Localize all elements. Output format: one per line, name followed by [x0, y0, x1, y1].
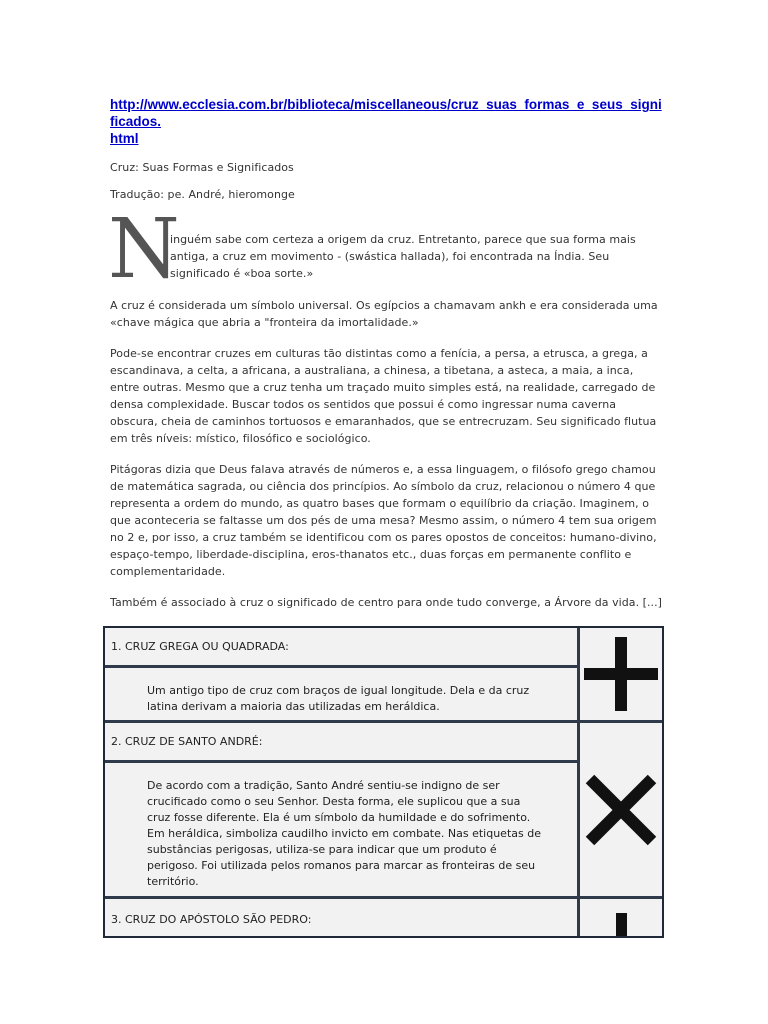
paragraph-ankh: A cruz é considerada um símbolo universal. Os egípcios a chamavam ankh e era considerada uma «chave mágica que abria a "fronteira da imortalidade.»	[110, 299, 658, 329]
document-body	[110, 96, 666, 642]
cross-description	[105, 668, 577, 720]
paragraph-pythagoras: Pitágoras dizia que Deus falava através de números e, a essa linguagem, o filósofo grego chamou de matemática sagrada, ou ciência dos princípios. Ao símbolo da cruz, relacionou o número 4 que representa a ordem do mundo, as quatro bases que formam o equilíbrio da criação. Imaginem, o que aconteceria se faltasse um dos pés de uma mesa? Mesmo assim, o número 4 tem sua origem no 2 e, por isso, a cruz também se identificou com os pares opostos de conceitos: humano-divino, espaço-tempo, liberdade-disciplina, eros-thanatos etc., duas forças em permanente conflito e complementaridade.	[110, 463, 657, 578]
cross-description	[105, 763, 577, 896]
saint-peter-cross-cell	[580, 899, 662, 938]
source-link[interactable]	[110, 96, 666, 147]
cross-description-text: De acordo com a tradição, Santo André sentiu-se indigno de ser crucificado como o seu Senhor. Desta forma, ele suplicou que a sua cruz fosse diferente. Ela é um símbolo da humildade e do sofrimento. Em heráldica, simboliza caudilho invicto em combate. Nas etiquetas de substâncias perigosas, utiliza-se para indicar que um produto é perigoso. Foi utilizada pelos romanos para marcar as fronteiras de seu território.	[147, 779, 541, 888]
cross-description-text: Um antigo tipo de cruz com braços de igual longitude. Dela e da cruz latina derivam a maioria das utilizadas em heráldica.	[147, 684, 530, 713]
greek-cross-icon	[584, 637, 658, 711]
drop-cap-letter: N	[108, 202, 180, 297]
saint-andrew-cross-cell	[580, 723, 662, 896]
paragraph-tree-of-life: Também é associado à cruz o significado de centro para onde tudo converge, a Árvore da vida. [...]	[110, 596, 662, 609]
cross-heading-text: 3. CRUZ DO APÓSTOLO SÃO PEDRO:	[111, 912, 312, 926]
cross-heading-text: 2. CRUZ DE SANTO ANDRÉ:	[111, 734, 263, 748]
source-link-line2: html	[110, 131, 139, 146]
saint-andrew-cross-icon	[584, 773, 658, 847]
intro-paragraph: inguém sabe com certeza a origem da cruz. Entretanto, parece que sua forma mais antiga, a cruz em movimento - (swástica hallada), foi encontrada na Índia. Seu significado é «boa sorte.»	[170, 233, 636, 280]
cross-heading	[105, 628, 577, 665]
translation-credit: Tradução: pe. André, hieromonge	[110, 188, 295, 201]
saint-peter-cross-icon	[580, 899, 662, 938]
cross-heading	[105, 723, 577, 760]
greek-cross-cell	[580, 628, 662, 720]
cross-heading	[105, 899, 577, 938]
source-link-line1: http://www.ecclesia.com.br/biblioteca/miscellaneous/cruz_suas_formas_e_seus_significados.	[110, 97, 662, 129]
cross-heading-text: 1. CRUZ GREGA OU QUADRADA:	[111, 639, 289, 653]
document-title: Cruz: Suas Formas e Significados	[110, 161, 294, 174]
paragraph-cultures: Pode-se encontrar cruzes em culturas tão distintas como a fenícia, a persa, a etrusca, a grega, a escandinava, a celta, a africana, a australiana, a chinesa, a tibetana, a asteca, a maia, a inca, entre outras. Mesmo que a cruz tenha um traçado muito simples está, na realidade, carregado de densa complexidade. Buscar todos os sentidos que possui é como ingressar numa caverna obscura, cheia de caminhos tortuosos e emaranhados, que se entrecruzam. Seu significado flutua em três níveis: místico, filosófico e sociológico.	[110, 347, 657, 445]
intro-block	[108, 202, 666, 297]
cross-types-table	[103, 626, 664, 938]
